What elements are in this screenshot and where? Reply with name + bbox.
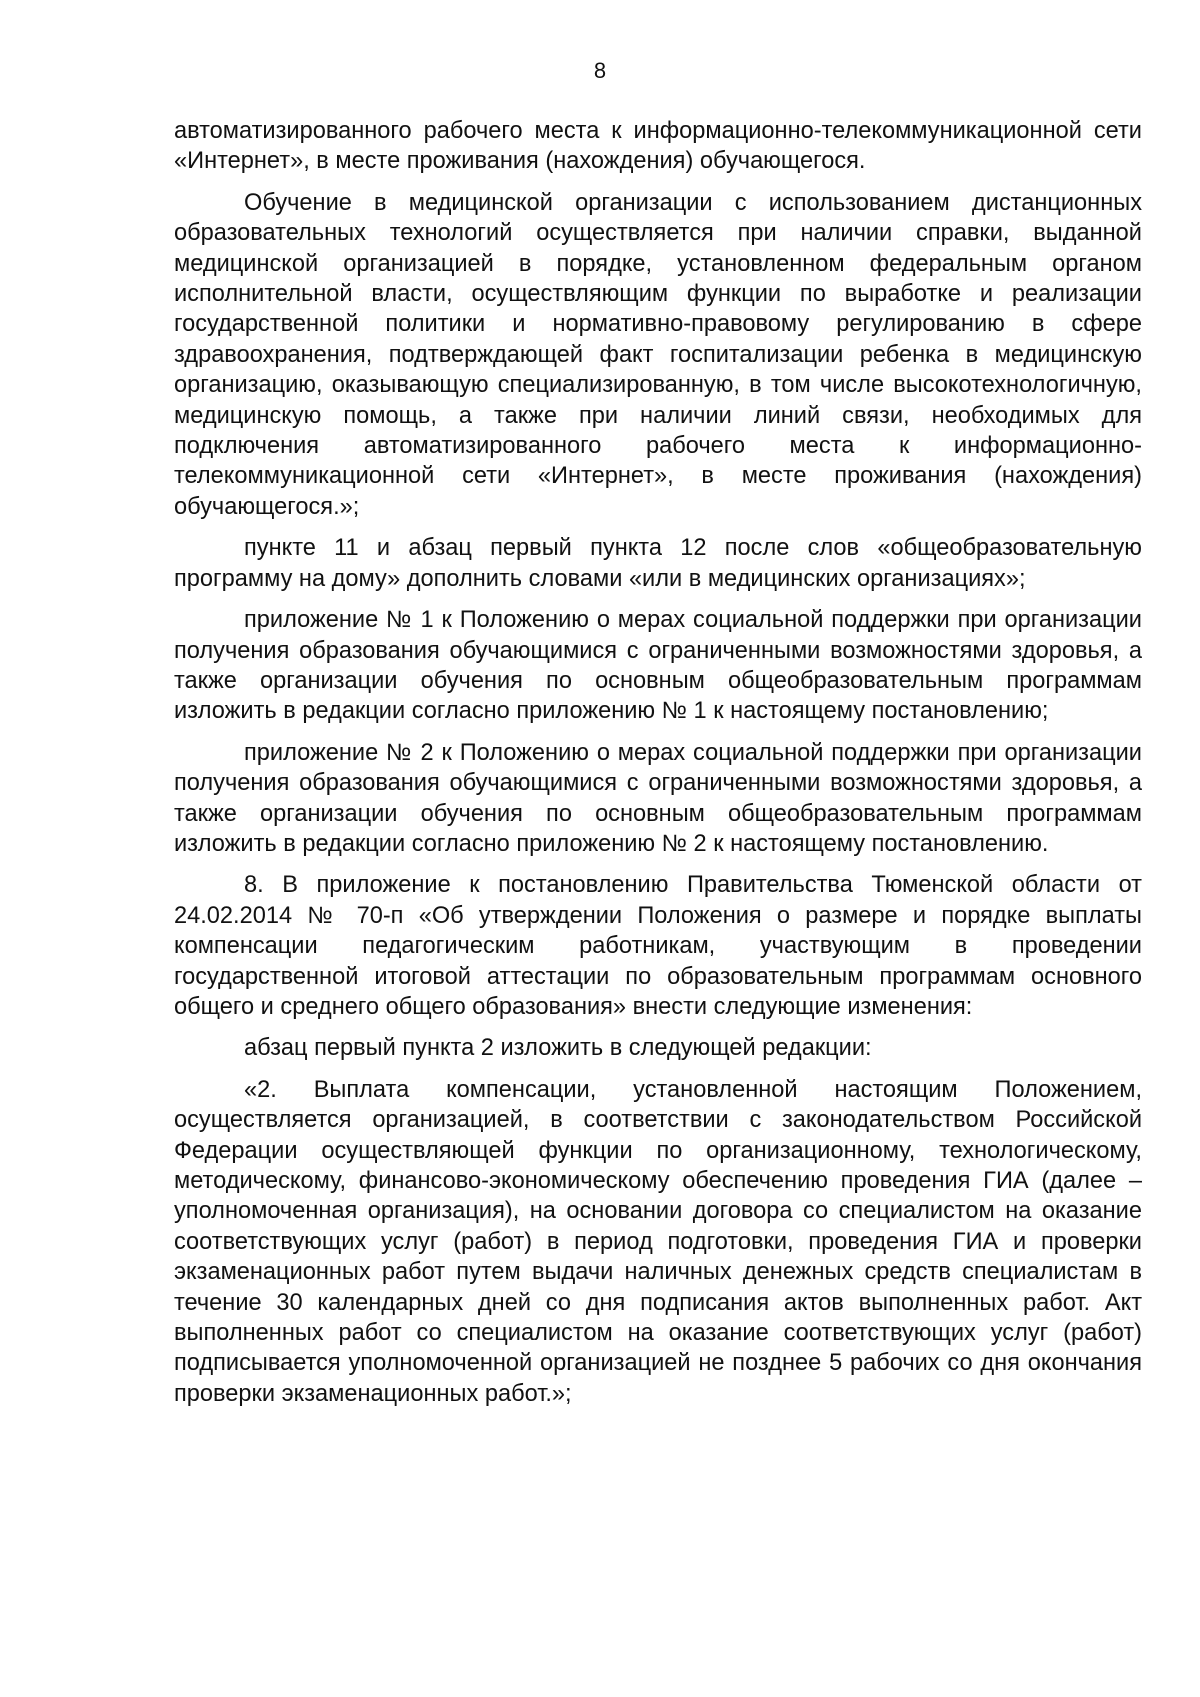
document-body bbox=[174, 116, 1142, 1409]
paragraph-item-2-intro: абзац первый пункта 2 изложить в следующей редакции: bbox=[244, 1035, 872, 1062]
page-number: 8 bbox=[593, 58, 607, 83]
paragraph-remote-learning: Обучение в медицинской организации с использованием дистанционных образовательных технологий осуществляется при наличии справки, выданной медицинской организацией в порядке, установленном федеральным органом исполнительной власти, осуществляющим функции по выработке и реализации государственной политики и нормативно-правовому регулированию в сфере здравоохранения, подтверждающей факт госпитализации ребенка в медицинскую организацию, оказывающую специализированную, в том числе высокотехнологичную, медицинскую помощь, а также при наличии линий связи, необходимых для подключения автоматизированного рабочего места к информационно-телекоммуникационной сети «Интернет», в месте проживания (нахождения) обучающегося.»; bbox=[174, 189, 1142, 520]
paragraph-appendix-1: приложение № 1 к Положению о мерах социальной поддержки при организации получения образования обучающимися с ограниченными возможностями здоровья, а также организации обучения по основным общеобразовательным программам изложить в редакции согласно приложению № 1 к настоящему постановлению; bbox=[174, 607, 1142, 725]
paragraph-section-8: 8. В приложение к постановлению Правительства Тюменской области от 24.02.2014 № 70-п «Об утверждении Положения о размере и порядке выплаты компенсации педагогическим работникам, участвующим в проведении государственной итоговой аттестации по образовательным программам основного общего и среднего общего образования» внести следующие изменения: bbox=[174, 872, 1142, 1020]
paragraph-appendix-2: приложение № 2 к Положению о мерах социальной поддержки при организации получения образования обучающимися с ограниченными возможностями здоровья, а также организации обучения по основным общеобразовательным программам изложить в редакции согласно приложению № 2 к настоящему постановлению. bbox=[174, 739, 1142, 857]
paragraph-continuation: автоматизированного рабочего места к информационно-телекоммуникационной сети «Интернет», в месте проживания (нахождения) обучающегося. bbox=[174, 118, 1142, 175]
paragraph-item-11-12: пункте 11 и абзац первый пункта 12 после слов «общеобразовательную программу на дому» дополнить словами «или в медицинских организациях»; bbox=[174, 535, 1142, 592]
paragraph-item-2-text: «2. Выплата компенсации, установленной настоящим Положением, осуществляется организацией, в соответствии с законодательством Российской Федерации осуществляющей функции по организационному, технологическому, методическому, финансово-экономическому обеспечению проведения ГИА (далее – уполномоченная организация), на основании договора со специалистом на оказание соответствующих услуг (работ) в период подготовки, проведения ГИА и проверки экзаменационных работ путем выдачи наличных денежных средств специалистам в течение 30 календарных дней со дня подписания актов выполненных работ. Акт выполненных работ со специалистом на оказание соответствующих услуг (работ) подписывается уполномоченной организацией не позднее 5 рабочих со дня окончания проверки экзаменационных работ.»; bbox=[174, 1076, 1142, 1407]
